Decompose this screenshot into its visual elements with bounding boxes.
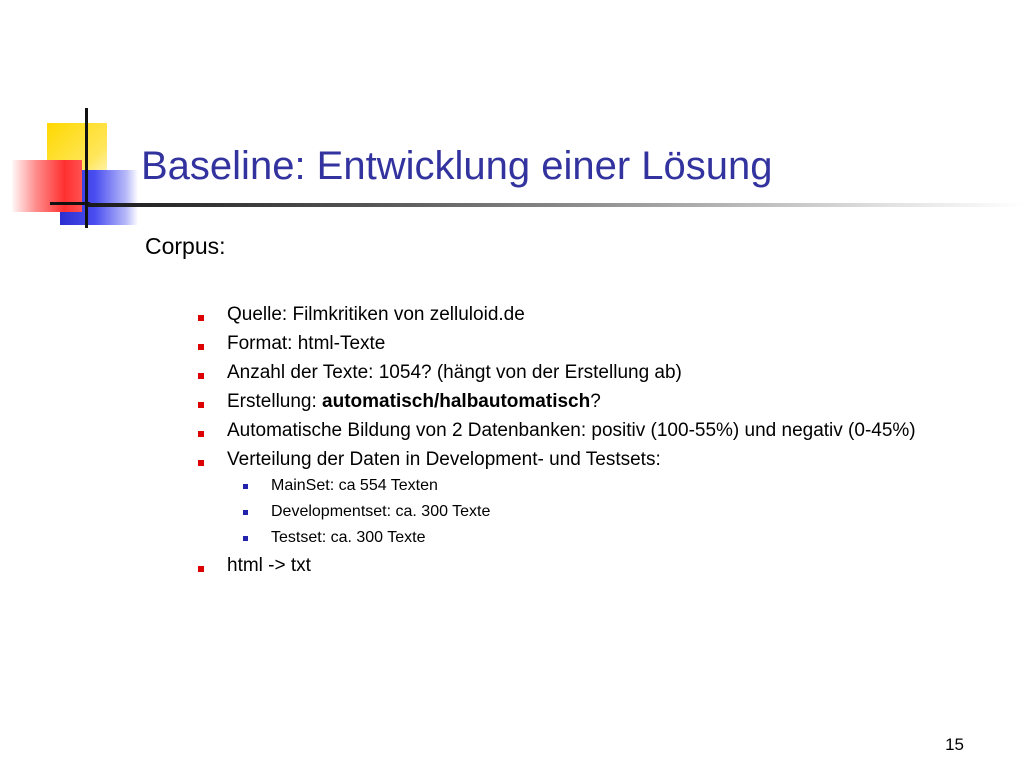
sub-bullet-marker (243, 484, 248, 489)
sub-bullet-text: Developmentset: ca. 300 Texte (271, 503, 491, 520)
bullet-item (198, 419, 978, 443)
bullet-text-prefix: Erstellung: (227, 391, 323, 412)
bullet-text: Format: html-Texte (227, 333, 386, 354)
section-heading: Corpus: (145, 233, 226, 259)
horizontal-line (50, 202, 90, 205)
bullet-text: Anzahl der Texte: 1054? (hängt von der Erstellung ab) (227, 362, 682, 383)
sub-bullet-item (243, 526, 978, 549)
bullet-text: html -> txt (227, 555, 311, 576)
bullet-item (198, 390, 978, 414)
bullet-marker (198, 373, 204, 379)
slide-title: Baseline: Entwicklung einer Lösung (141, 144, 773, 188)
title-underline (88, 203, 1024, 207)
page-number: 15 (945, 735, 964, 754)
bullet-text-bold: automatisch/halbautomatisch (322, 391, 591, 412)
bullet-marker (198, 566, 204, 572)
bullet-marker (198, 402, 204, 408)
bullet-list (198, 303, 978, 583)
vertical-line (85, 108, 88, 228)
bullet-item (198, 448, 978, 549)
bullet-text: Quelle: Filmkritiken von zelluloid.de (227, 304, 525, 325)
bullet-text: Verteilung der Daten in Development- und Testsets: (227, 449, 661, 470)
bullet-item (198, 361, 978, 385)
bullet-marker (198, 460, 204, 466)
bullet-text-suffix: ? (590, 391, 601, 412)
sub-bullet-item (243, 474, 978, 497)
sub-bullet-item (243, 500, 978, 523)
sub-bullet-text: MainSet: ca 554 Texten (271, 477, 438, 494)
bullet-marker (198, 315, 204, 321)
bullet-marker (198, 344, 204, 350)
bullet-item (198, 332, 978, 356)
bullet-text: Automatische Bildung von 2 Datenbanken: positiv (100-55%) und negativ (0-45%) (227, 420, 916, 441)
sub-bullet-text: Testset: ca. 300 Texte (271, 529, 426, 546)
bullet-marker (198, 431, 204, 437)
sub-bullet-marker (243, 536, 248, 541)
sub-bullet-list (227, 474, 978, 549)
sub-bullet-marker (243, 510, 248, 515)
bullet-item (198, 303, 978, 327)
bullet-item (198, 554, 978, 578)
